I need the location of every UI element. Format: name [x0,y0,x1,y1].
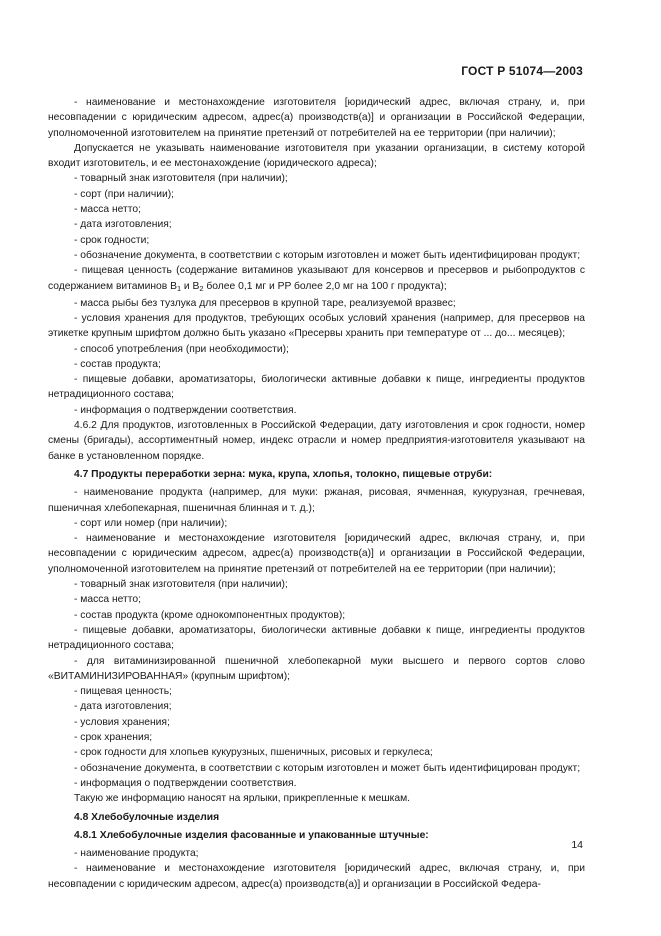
paragraph: - наименование и местонахождение изготовителя [юридический адрес, включая страну, и, при несовпадении с юридическим адресом, адрес(а) производств(а)] и организации в Российской Федерации, уполномоченной изготовителем на принятие претензий от потребителей на ее территории (при наличии); [48,533,585,575]
paragraph: - масса рыбы без тузлука для пресервов в крупной таре, реализуемой вразвес; [74,297,456,309]
paragraph: - дата изготовления; [74,219,172,231]
paragraph [48,263,585,295]
paragraph: - условия хранения для продуктов, требующих особых условий хранения (например, для пресервов на этикетке крупным шрифтом должно быть указано «Пресервы хранить при температуре от ... до... месяцев); [48,313,585,340]
paragraph: - срок хранения; [74,732,153,744]
text-span: и B [181,280,200,292]
subscript: 1 [176,283,182,293]
text-span: более 0,1 мг и PP более 2,0 мг на 100 г продукта); [203,280,447,292]
paragraph: - наименование и местонахождение изготовителя [юридический адрес, включая страну, и, при несовпадении с юридическим адресом, адрес(а) производств(а)] и организации в Российской Федерации, уполномоченной изготовителем на принятие претензий от потребителей на ее территории (при наличии); [48,97,585,139]
paragraph: - пищевые добавки, ароматизаторы, биологически активные добавки к пище, ингредиенты продуктов нетрадиционного состава; [48,624,585,652]
paragraph: - информация о подтверждении соответствия. [74,777,297,789]
section-heading: 4.8 Хлебобулочные изделия [74,811,220,823]
paragraph: - обозначение документа, в соответствии с которым изготовлен и может быть идентифицирован продукт; [74,249,581,261]
paragraph: - состав продукта; [74,358,161,370]
paragraph: - условия хранения; [74,716,170,728]
section-heading: 4.8.1 Хлебобулочные изделия фасованные и упакованные штучные: [74,829,429,841]
section-heading: 4.7 Продукты переработки зерна: мука, крупа, хлопья, толокно, пищевые отруби: [74,468,493,480]
paragraph: - пищевые добавки, ароматизаторы, биологически активные добавки к пище, ингредиенты продуктов нетрадиционного состава; [48,374,585,401]
paragraph: Допускается не указывать наименование изготовителя при указании организации, в систему которой входит изготовитель, и ее местонахождение (юридического адреса); [48,142,585,170]
paragraph: - дата изготовления; [74,701,172,713]
paragraph: - информация о подтверждении соответствия. [74,404,297,416]
paragraph: - товарный знак изготовителя (при наличии); [74,173,288,185]
paragraph: - для витаминизированной пшеничной хлебопекарной муки высшего и первого сортов слово «ВИТАМИНИЗИРОВАННАЯ» (крупным шрифтом); [48,655,585,682]
page-number: 14 [571,839,583,851]
paragraph: 4.6.2 Для продуктов, изготовленных в Российской Федерации, дату изготовления и срок годности, номер смены (бригады), ассортиментный номер, индекс отрасли и номер предприятия-изготовителя указывают на банке в установленном порядке. [48,420,585,462]
paragraph: - сорт (при наличии); [74,188,175,200]
paragraph: - сорт или номер (при наличии); [74,517,228,529]
paragraph: - наименование и местонахождение изготовителя [юридический адрес, включая страну, и, при несовпадении с юридическим адресом, адрес(а) производств(а)] и организации в Российской Федера- [48,863,585,890]
paragraph: - обозначение документа, в соответствии с которым изготовлен и может быть идентифицирован продукт; [74,762,581,774]
paragraph: - масса нетто; [74,594,141,606]
paragraph: - пищевая ценность; [74,686,172,698]
paragraph: - состав продукта (кроме однокомпонентных продуктов); [74,609,346,621]
paragraph: - наименование продукта; [74,848,199,860]
paragraph: Такую же информацию наносят на ярлыки, прикрепленные к мешкам. [74,793,411,805]
paragraph: - масса нетто; [74,204,141,216]
document-header: ГОСТ Р 51074—2003 [461,64,583,78]
paragraph: - товарный знак изготовителя (при наличии); [74,579,288,591]
paragraph: - наименование продукта (например, для муки: ржаная, рисовая, ячменная, кукурузная, гречневая, пшеничная хлебопекарная, пшеничная блинная и т. д.); [48,487,585,514]
document-body [48,95,585,892]
paragraph: - срок годности для хлопьев кукурузных, пшеничных, рисовых и геркулеса; [74,747,433,759]
subscript: 2 [199,283,204,293]
paragraph: - способ употребления (при необходимости); [74,343,289,355]
text-span: - пищевая ценность (содержание витаминов указывают для консервов и пресервов и рыбопродуктов с содержанием витаминов B [48,265,585,292]
paragraph: - срок годности; [74,234,150,246]
